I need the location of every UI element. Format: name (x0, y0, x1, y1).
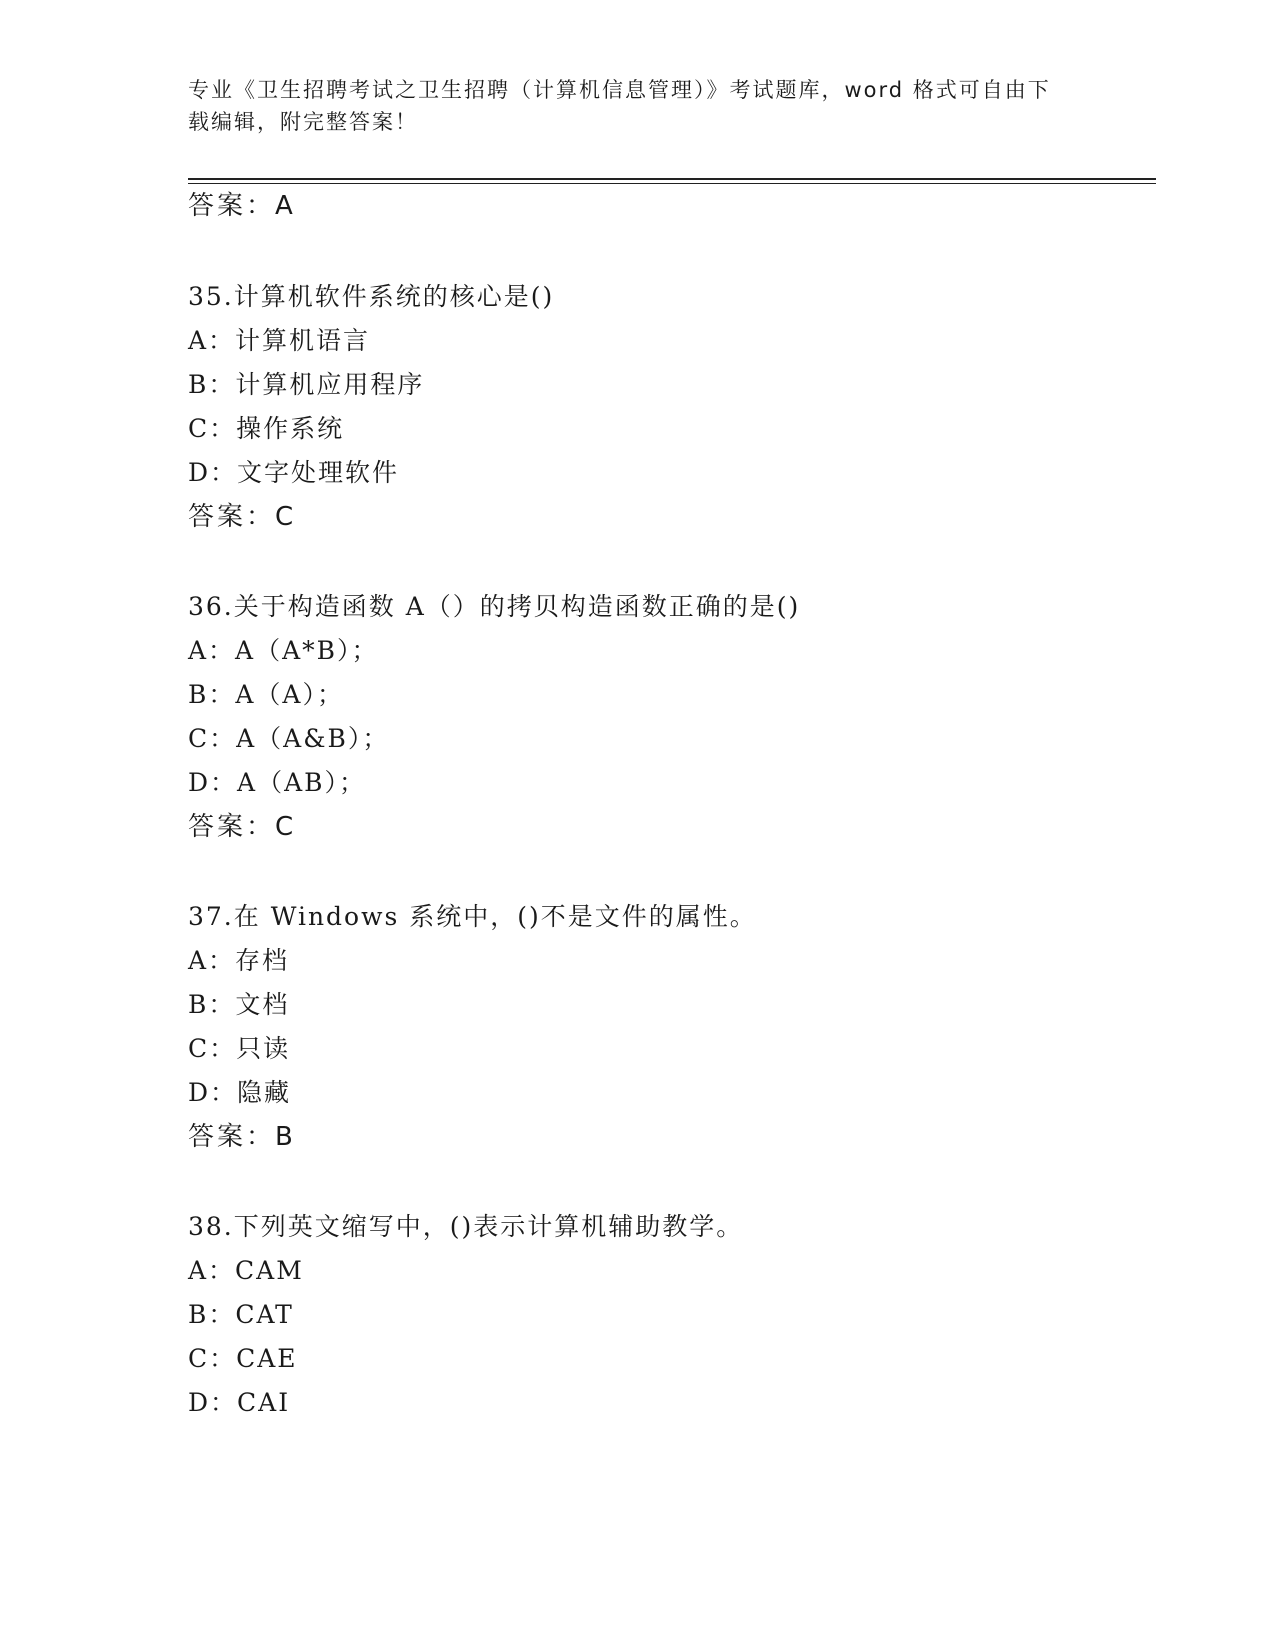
option-c: C：只读 (188, 1034, 291, 1063)
option-a: A：计算机语言 (188, 326, 371, 355)
option-c: C：操作系统 (188, 414, 345, 443)
answer-label: 答案：A (188, 191, 296, 221)
question-stem: 38.下列英文缩写中，()表示计算机辅助教学。 (188, 1212, 744, 1241)
document-header: 专业《卫生招聘考试之卫生招聘（计算机信息管理）》考试题库，word 格式可自由下载编辑，附完整答案！ (188, 78, 1051, 134)
option-d: D：A（AB）； (188, 768, 367, 797)
option-b: B：CAT (188, 1300, 294, 1329)
question-stem: 37.在 Windows 系统中，()不是文件的属性。 (188, 902, 757, 931)
question-stem: 36.关于构造函数 A（）的拷贝构造函数正确的是() (188, 592, 801, 621)
option-b: B：文档 (188, 990, 290, 1019)
option-d: D：CAI (188, 1388, 291, 1417)
option-a: A：CAM (188, 1256, 304, 1285)
option-d: D：隐藏 (188, 1078, 292, 1107)
header-divider-thin (188, 183, 1156, 184)
header-divider-thick (188, 178, 1156, 180)
option-a: A：存档 (188, 946, 290, 975)
question-stem: 35.计算机软件系统的核心是() (188, 282, 555, 311)
option-c: C：CAE (188, 1344, 298, 1373)
option-b: B：计算机应用程序 (188, 370, 425, 399)
option-c: C：A（A&B）； (188, 724, 390, 753)
answer-label: 答案：C (188, 812, 297, 842)
option-b: B：A（A）； (188, 680, 344, 709)
answer-label: 答案：B (188, 1122, 296, 1152)
answer-label: 答案：C (188, 502, 297, 532)
option-d: D：文字处理软件 (188, 458, 400, 487)
option-a: A：A（A*B）； (188, 636, 379, 665)
